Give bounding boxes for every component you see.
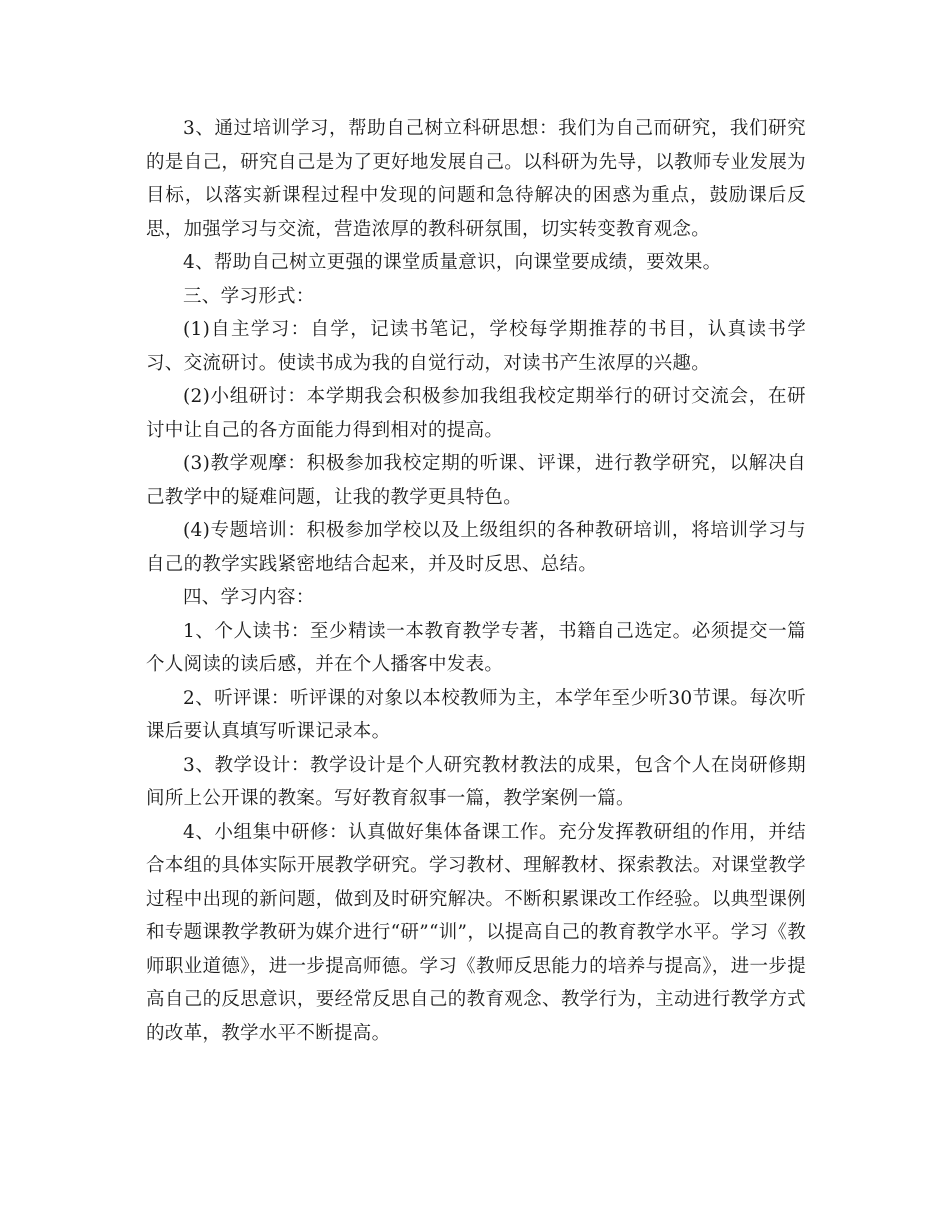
paragraph-self-study: (1)自主学习：自学，记读书笔记，学校每学期推荐的书目，认真读书学习、交流研讨。使读书成为我的自觉行动，对读书产生浓厚的兴趣。 [146, 319, 806, 374]
paragraph-special-training: (4)专题培训：积极参加学校以及上级组织的各种教研培训，将培训学习与自己的教学实践紧密地结合起来，并及时反思、总结。 [146, 520, 806, 575]
paragraph-personal-reading: 1、个人读书：至少精读一本教育教学专著，书籍自己选定。必须提交一篇个人阅读的读后感，并在个人播客中发表。 [146, 620, 806, 675]
section-heading-learning-content: 四、学习内容： [183, 587, 315, 608]
paragraph-research-thinking: 3、通过培训学习，帮助自己树立科研思想：我们为自己而研究，我们研究的是自己，研究自己是为了更好地发展自己。以科研为先导，以教师专业发展为目标，以落实新课程过程中发现的问题和急待解决的困惑为重点，鼓励课后反思，加强学习与交流，营造浓厚的教科研氛围，切实转变教育观念。 [146, 118, 806, 240]
document-body [146, 112, 806, 1050]
paragraph-group-discussion: (2)小组研讨：本学期我会积极参加我组我校定期举行的研讨交流会，在研讨中让自己的各方面能力得到相对的提高。 [146, 386, 806, 441]
paragraph-teaching-design: 3、教学设计：教学设计是个人研究教材教法的成果，包含个人在岗研修期间所上公开课的教案。写好教育叙事一篇，教学案例一篇。 [146, 754, 806, 809]
paragraph-group-training: 4、小组集中研修：认真做好集体备课工作。充分发挥教研组的作用，并结合本组的具体实际开展教学研究。学习教材、理解教材、探索教法。对课堂教学过程中出现的新问题，做到及时研究解决。不断积累课改工作经验。以典型课例和专题课教学教研为媒介进行“研”“训”，以提高自己的教育教学水平。学习《教师职业道德》，进一步提高师德。学习《教师反思能力的培养与提高》，进一步提高自己的反思意识，要经常反思自己的教育观念、教学行为，主动进行教学方式的改革，教学水平不断提高。 [146, 821, 806, 1044]
paragraph-lesson-evaluation: 2、听评课：听评课的对象以本校教师为主，本学年至少听30节课。每次听课后要认真填写听课记录本。 [146, 687, 806, 742]
section-heading-learning-forms: 三、学习形式： [183, 285, 315, 307]
paragraph-quality-awareness: 4、帮助自己树立更强的课堂质量意识，向课堂要成绩，要效果。 [183, 252, 722, 273]
paragraph-teaching-observation: (3)教学观摩：积极参加我校定期的听课、评课，进行教学研究，以解决自己教学中的疑难问题，让我的教学更具特色。 [146, 453, 806, 508]
